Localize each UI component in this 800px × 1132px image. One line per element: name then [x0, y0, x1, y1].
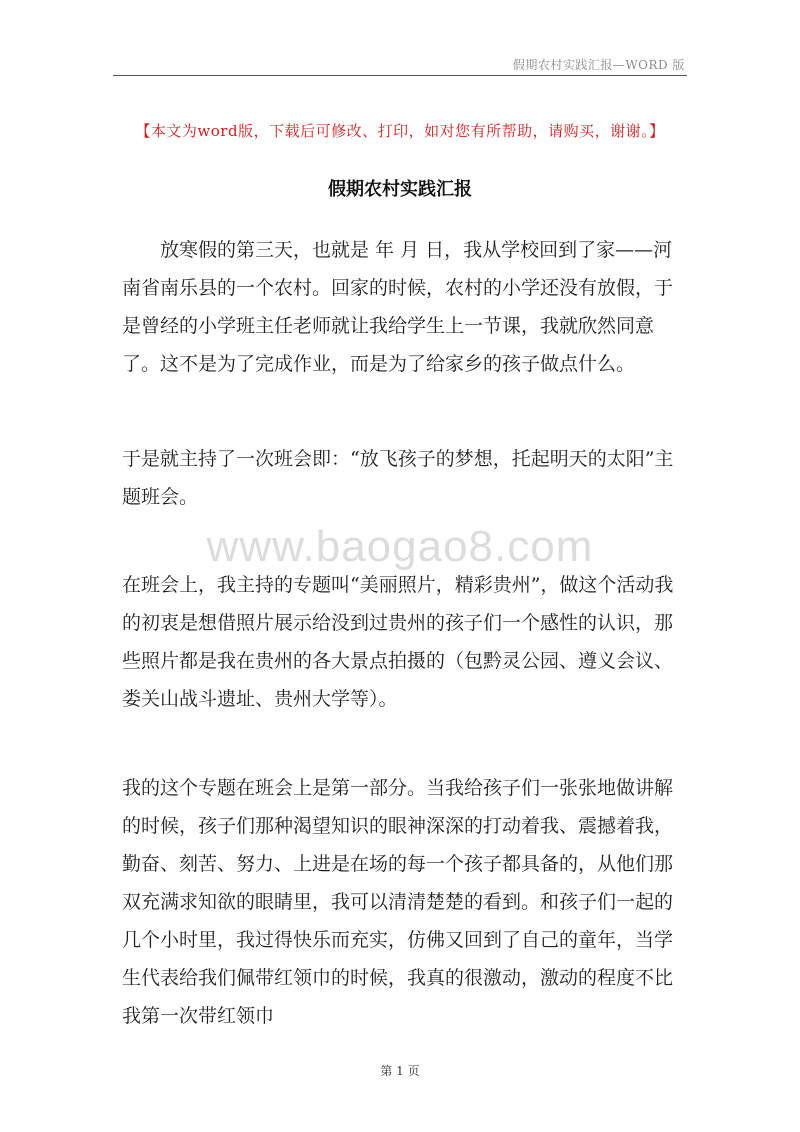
download-notice: 【本文为word版，下载后可修改、打印，如对您有所帮助，请购买，谢谢。】 [135, 122, 665, 140]
running-header: 假期农村实践汇报—WORD 版 [512, 58, 685, 72]
page-number: 第 1 页 [380, 1064, 420, 1078]
site-watermark: www.baogao8.com [206, 522, 594, 571]
paragraph-4: 我的这个专题在班会上是第一部分。当我给孩子们一张张地做讲解的时候，孩子们那种渴望知识的眼神深深的打动着我、震撼着我，勤奋、刻苦、努力、上进是在场的每一个孩子都具备的，从他们那双充满求知欲的眼睛里，我可以清清楚楚的看到。和孩子们一起的几个小时里，我过得快乐而充实，仿佛又回到了自己的童年，当学生代表给我们佩带红领巾的时候，我真的很激动，激动的程度不比我第一次带红领巾 [122, 777, 674, 1027]
header-divider [113, 75, 687, 76]
document-title: 假期农村实践汇报 [328, 179, 472, 200]
paragraph-3: 在班会上，我主持的专题叫“美丽照片，精彩贵州”，做这个活动我的初衷是想借照片展示给没到过贵州的孩子们一个感性的认识，那些照片都是我在贵州的各大景点拍摄的（包黔灵公园、遵义会议、娄关山战斗遗址、贵州大学等）。 [122, 574, 674, 710]
paragraph-1: 放寒假的第三天，也就是 年 月 日，我从学校回到了家——河南省南乐县的一个农村。回家的时候，农村的小学还没有放假，于是曾经的小学班主任老师就让我给学生上一节课，我就欣然同意了。这不是为了完成作业，而是为了给家乡的孩子做点什么。 [122, 239, 674, 375]
paragraph-2: 于是就主持了一次班会即：“放飞孩子的梦想，托起明天的太阳”主题班会。 [122, 448, 674, 508]
